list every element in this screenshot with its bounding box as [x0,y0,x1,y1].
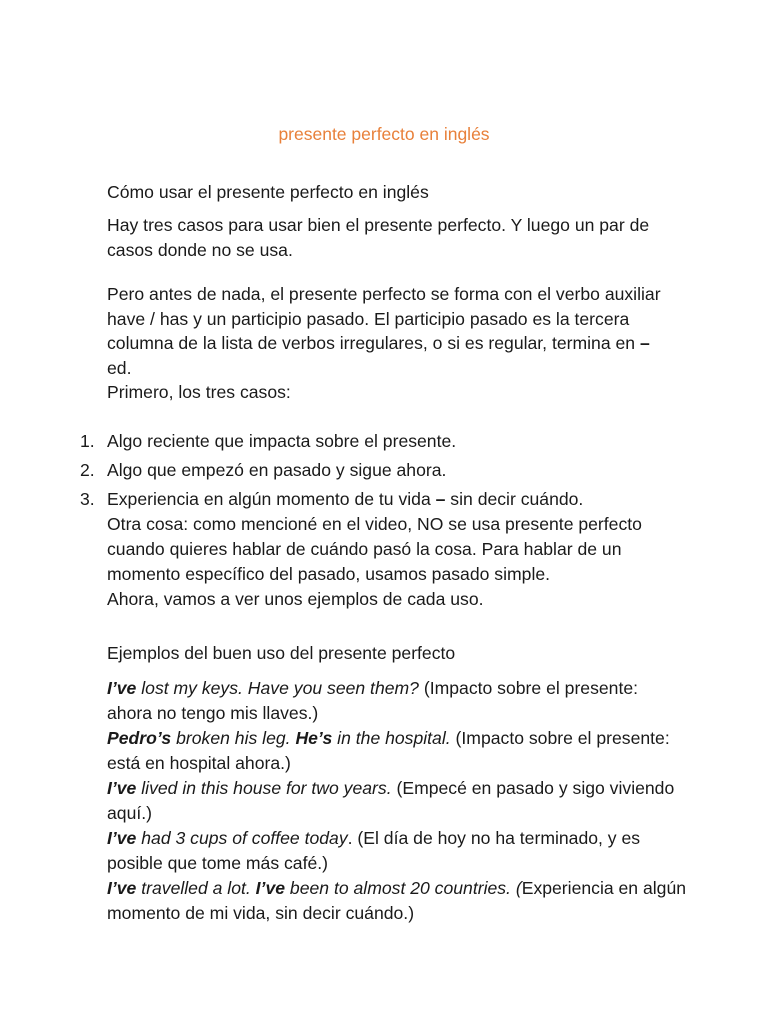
formation-paragraph [107,282,687,405]
case-text-a: Experiencia en algún momento de tu vida [107,489,436,509]
example-sentence [107,726,687,776]
list-item [80,487,700,512]
example-english: lost my keys. Have you seen them? [136,678,419,698]
list-item-text [107,487,700,512]
document-title: presente perfecto en inglés [278,124,490,144]
case-text-b: sin decir cuándo. [445,489,584,509]
note-line: Otra cosa: como mencioné en el video, NO se usa presente perfecto [107,514,642,534]
example-explanation: Experiencia en algún momento de mi vida, sin decir cuándo.) [107,878,687,923]
example-sentence [107,826,687,876]
list-item-text: Algo que empezó en pasado y sigue ahora. [107,460,447,480]
example-explanation: (Impacto sobre el presente: está en hospital ahora.) [107,728,670,773]
example-english: lived in this house for two years. [136,778,392,798]
example-english: travelled a lot. [136,878,256,898]
example-explanation: (Impacto sobre el presente: ahora no tengo mis llaves.) [107,678,639,723]
list-item [80,458,700,483]
example-sentence [107,776,687,826]
note-paragraph [107,512,687,612]
example-english: in the hospital. [332,728,451,748]
list-number: 1. [80,431,95,451]
formation-suffix: ed. [107,357,132,378]
example-contraction: I’ve [107,778,137,798]
case-dash: – [435,489,446,509]
intro-paragraph: Hay tres casos para usar bien el presente perfecto. Y luego un par de casos donde no se usa. [107,215,650,260]
example-contraction: I’ve [255,878,286,898]
example-contraction: I’ve [107,678,137,698]
list-item-text: Algo reciente que impacta sobre el presente. [107,431,457,451]
list-item [80,429,700,454]
examples-block [107,676,687,926]
list-number: 2. [80,460,95,480]
note-line: Ahora, vamos a ver unos ejemplos de cada uso. [107,589,484,609]
example-contraction: I’ve [107,828,137,848]
example-contraction: He’s [295,728,333,748]
formation-dash: – [639,333,650,353]
example-contraction: Pedro’s [107,728,172,748]
example-explanation: (Empecé en pasado y sigo viviendo aquí.) [107,778,675,823]
example-english: been to almost 20 countries. ( [285,878,522,898]
examples-heading: Ejemplos del buen uso del presente perfecto [107,643,456,663]
example-english: broken his leg. [171,728,296,748]
example-english: had 3 cups of coffee today [136,828,348,848]
example-sentence [107,676,687,726]
note-line: momento específico del pasado, usamos pasado simple. [107,564,551,584]
note-line: cuando quieres hablar de cuándo pasó la cosa. Para hablar de un [107,539,622,559]
first-cases-line: Primero, los tres casos: [107,382,291,402]
example-sentence [107,876,687,926]
list-number: 3. [80,489,95,509]
formation-text: Pero antes de nada, el presente perfecto se forma con el verbo auxiliar have / has y un participio pasado. El participio pasado es la tercera columna de la lista de verbos irregulares, o si es regular, termina en [107,284,661,353]
example-contraction: I’ve [107,878,137,898]
section-heading: Cómo usar el presente perfecto en inglés [107,182,429,202]
example-explanation: . (El día de hoy no ha terminado, y es posible que tome más café.) [107,828,641,873]
cases-list [80,429,700,516]
